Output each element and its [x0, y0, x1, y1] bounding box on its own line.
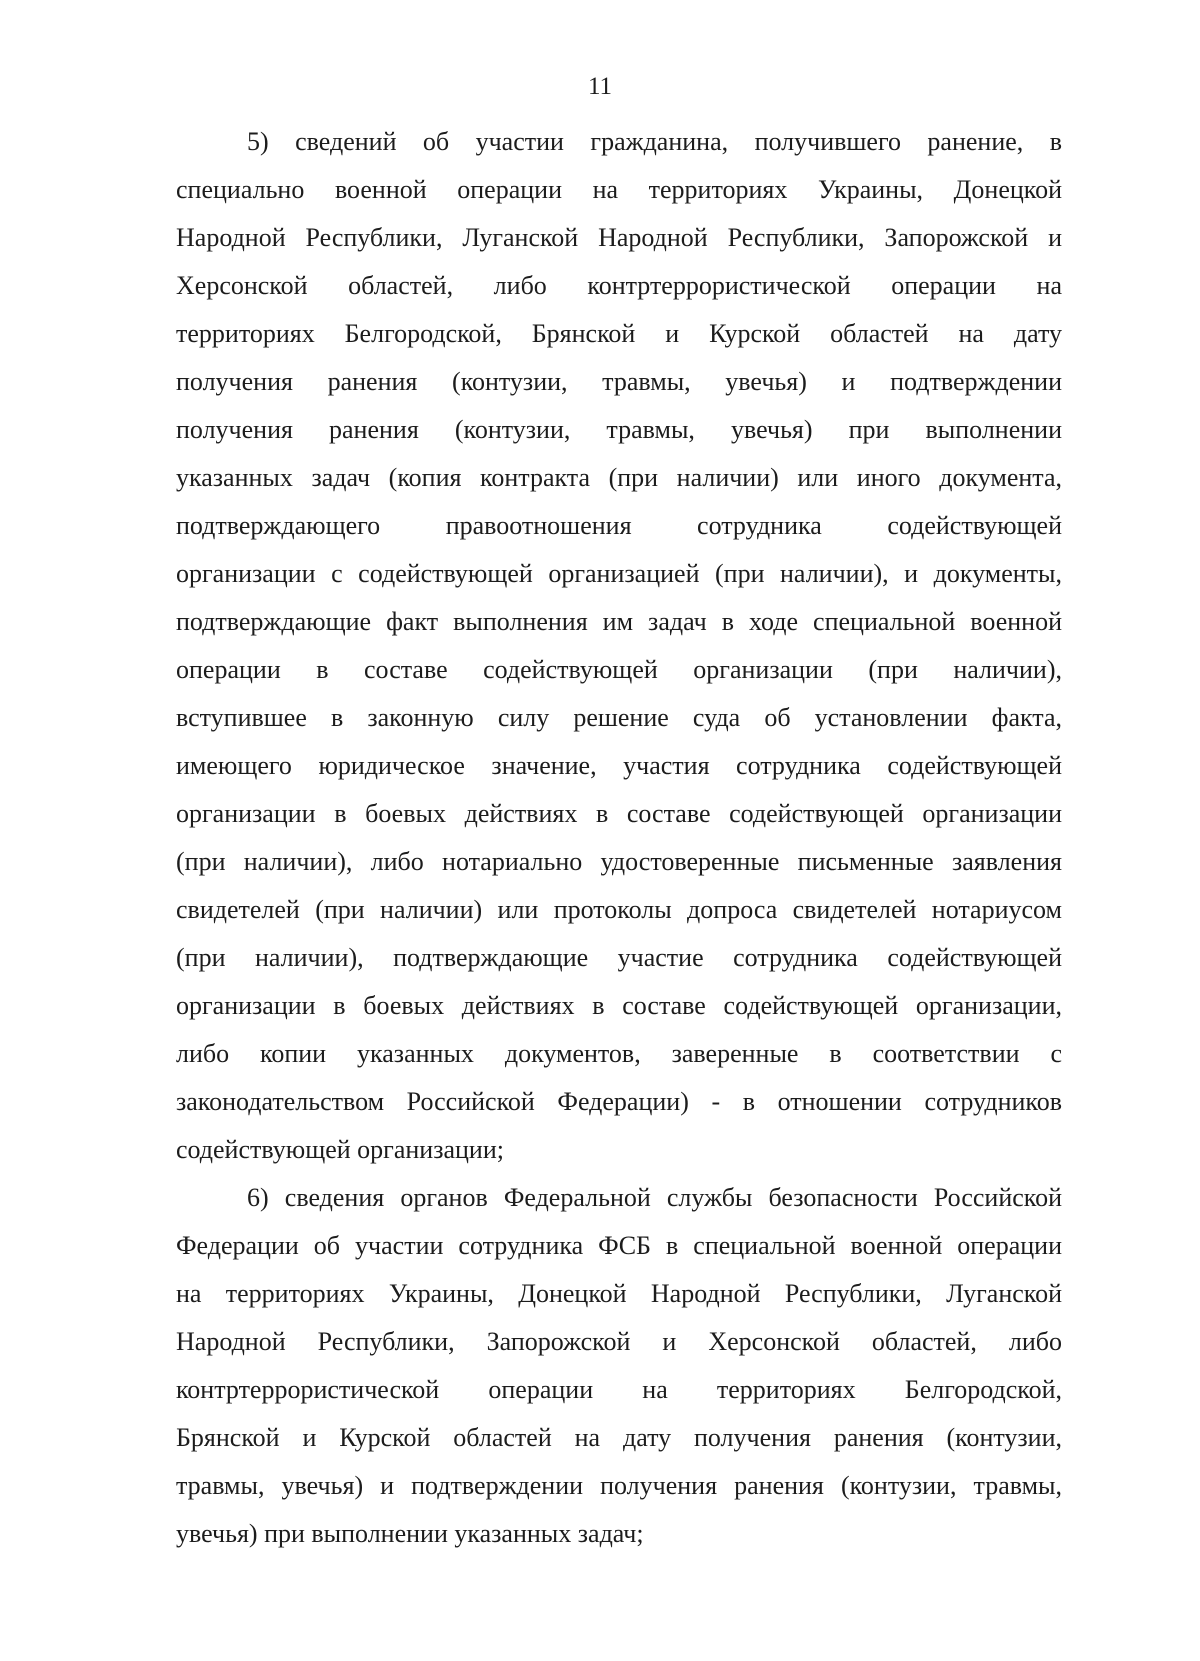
page-number: 11	[587, 73, 613, 100]
text-line: Херсонской областей, либо контртеррористической операции на	[176, 271, 1062, 300]
text-line: Брянской и Курской областей на дату получения ранения (контузии,	[176, 1423, 1062, 1452]
text-line: организации с содействующей организацией (при наличии), и документы,	[176, 559, 1062, 588]
text-line: 6) сведения органов Федеральной службы безопасности Российской	[247, 1183, 1062, 1212]
text-line: 5) сведений об участии гражданина, получившего ранение, в	[247, 127, 1062, 156]
text-line: специально военной операции на территориях Украины, Донецкой	[176, 175, 1062, 204]
text-line: территориях Белгородской, Брянской и Курской областей на дату	[176, 319, 1062, 348]
text-line: Народной Республики, Запорожской и Херсонской областей, либо	[176, 1327, 1062, 1356]
text-line: вступившее в законную силу решение суда об установлении факта,	[176, 703, 1062, 732]
text-line: организации в боевых действиях в составе содействующей организации,	[176, 991, 1062, 1020]
text-line: либо копии указанных документов, заверенные в соответствии с	[176, 1039, 1062, 1068]
text-line: (при наличии), либо нотариально удостоверенные письменные заявления	[176, 847, 1062, 876]
text-line: организации в боевых действиях в составе содействующей организации	[176, 799, 1062, 828]
text-line: законодательством Российской Федерации) - в отношении сотрудников	[176, 1087, 1062, 1116]
text-line: подтверждающего правоотношения сотрудника содействующей	[176, 511, 1062, 540]
text-line: (при наличии), подтверждающие участие сотрудника содействующей	[176, 943, 1062, 972]
text-line: подтверждающие факт выполнения им задач в ходе специальной военной	[176, 607, 1062, 636]
text-line: увечья) при выполнении указанных задач;	[176, 1519, 644, 1548]
text-line: Народной Республики, Луганской Народной Республики, Запорожской и	[176, 223, 1062, 252]
text-line: Федерации об участии сотрудника ФСБ в специальной военной операции	[176, 1231, 1062, 1260]
paragraph	[176, 1174, 1062, 1558]
text-line: на территориях Украины, Донецкой Народной Республики, Луганской	[176, 1279, 1062, 1308]
paragraph	[176, 118, 1062, 1174]
text-line: свидетелей (при наличии) или протоколы допроса свидетелей нотариусом	[176, 895, 1062, 924]
text-line: операции в составе содействующей организации (при наличии),	[176, 655, 1062, 684]
text-line: имеющего юридическое значение, участия сотрудника содействующей	[176, 751, 1062, 780]
text-line: травмы, увечья) и подтверждении получения ранения (контузии, травмы,	[176, 1471, 1062, 1500]
text-line: получения ранения (контузии, травмы, увечья) и подтверждении	[176, 367, 1062, 396]
text-line: получения ранения (контузии, травмы, увечья) при выполнении	[176, 415, 1062, 444]
document-body	[176, 118, 1062, 1558]
text-line: содействующей организации;	[176, 1135, 504, 1164]
text-line: контртеррористической операции на территориях Белгородской,	[176, 1375, 1062, 1404]
text-line: указанных задач (копия контракта (при наличии) или иного документа,	[176, 463, 1062, 492]
